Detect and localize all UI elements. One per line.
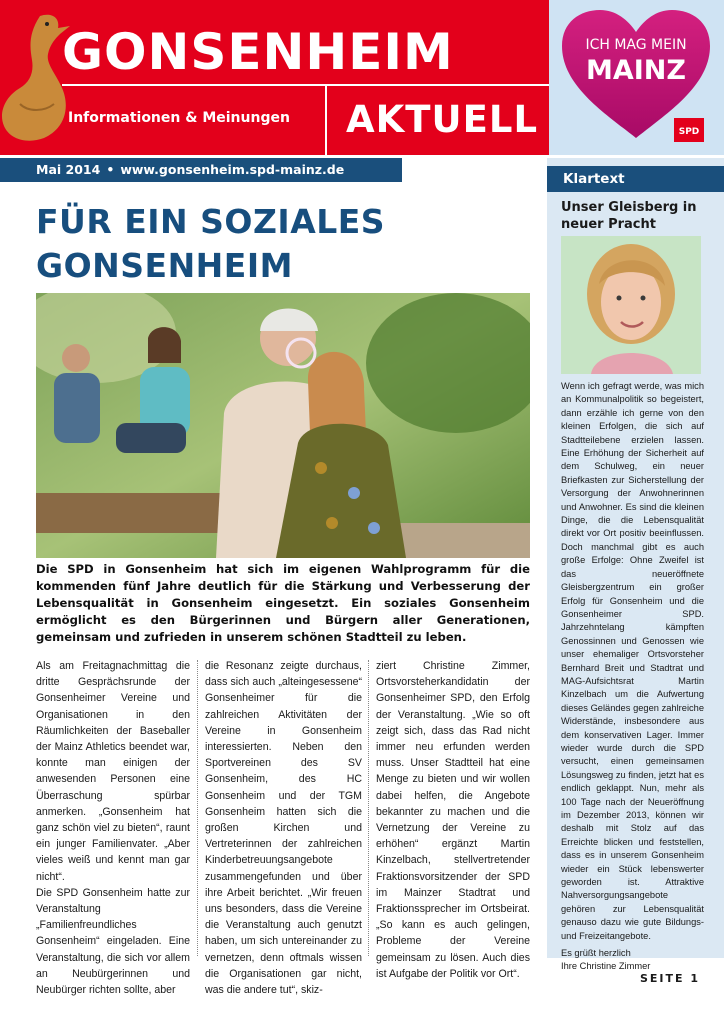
- page-number: SEITE 1: [640, 972, 701, 985]
- author-portrait: [561, 236, 701, 374]
- headline-line2: GONSENHEIM: [36, 246, 293, 285]
- headline-line1: FÜR EIN SOZIALES: [36, 202, 386, 241]
- article-column-2: [205, 658, 362, 998]
- dateline-separator: •: [106, 162, 115, 177]
- greeting-line: Es grüßt herzlich: [561, 948, 631, 959]
- campaign-slogan-line1: ICH MAG MEIN: [585, 37, 687, 53]
- paragraph: Die SPD Gonsenheim hatte zur Veranstaltung „Familienfreundliches Gonsenheim“ eingeladen. Eine Veranstaltung, die sich vor allem an Neubürgerinnen und Neubürger richten sollte, aber: [36, 886, 190, 997]
- signature-line: Ihre Christine Zimmer: [561, 961, 651, 972]
- paragraph: die Resonanz zeigte durchaus, dass sich auch „alteingesessene“ Gonsenheimer für die zahlreichen Aktivitäten der Vereine in Gonsenheim interessierten. Neben den Sportvereinen des SV Gonsenheim, des HC Gonsenheim und der TGM Gonsenheim hatten sich die großen Kirchen und Vertreterinnen der zahlreichen Kinderbetreuungsangebote zusammengefunden und über ihre Arbeit berichtet. „Wir freuen uns besonders, dass die Vereine die Veranstaltung auch genutzt haben, um sich untereinander zu vernetzen, denn oftmals wissen die Organisationen gar nicht, was die andere tut“, skiz-: [205, 660, 362, 997]
- family-photo: [36, 293, 530, 558]
- masthead-title: GONSENHEIM: [62, 23, 454, 81]
- sidebar-greeting: [561, 947, 704, 974]
- paragraph: ziert Christine Zimmer, Ortsvorsteherkandidatin der Gonsenheimer SPD, den Erfolg der Veranstaltung. „Wie so oft zeigt sich, dass das Rad nicht immer neu erfunden werden muss. Unser Stadtteil hat eine Menge zu bieten und wir wollen dabei helfen, die Angebote bekannter zu machen und die Vernetzung der Vereine zu erhöhen“ ergänzt Martin Kinzelbach, stellvertretender Fraktionsvorsitzender der SPD im Mainzer Stadtrat und Fraktionssprecher im Ortsbeirat. „So kann es auch gelingen, Probleme der Vereine gemeinsam zu lösen. Auch dies ist Aufgabe der Politik vor Ort“.: [376, 660, 530, 980]
- sidebar-header: Klartext: [547, 166, 724, 192]
- spd-logo: SPD: [674, 118, 704, 142]
- column-divider: [197, 660, 198, 956]
- dateline-bar: [0, 158, 402, 182]
- masthead-aktuell: AKTUELL: [346, 98, 539, 141]
- masthead-divider-vertical: [325, 84, 327, 155]
- article-column-3: [376, 658, 530, 982]
- article-column-1: [36, 658, 190, 998]
- paragraph: Wenn ich gefragt werde, was mich an Kommunalpolitik so begeistert, dann erzähle ich gerne von den kleinen Erfolgen, die sich auf Stadtteilebene erzielen lassen. Eine Erhöhung der Sicherheit auf dem Schulweg, ein neuer Briefkasten zur Sicherstellung der Versorgung der Anwohnerinnen und Anwohner. Es sind die kleinen Dinge, die die Lebensqualität direkt vor Ort positiv beeinflussen. Doch manchmal gibt es auch große Erfolge: Ohne Zweifel ist das neueröffnete Gleisbergzentrum ein großer Erfolg für Gonsenheim und die Gonsenheimer SPD. Jahrzehntelang kämpften Genossinnen und Genossen wie unser ehemaliger Ortsvorsteher Bernhard Breit und Stadtrat und MAG-Aufsichtsrat Martin Kinzelbach um die Aufwertung dieses Geländes gegen zahlreiche Widerstände, insbesondere aus dem konservativen Lager. Immer wieder wurde durch die SPD versucht, einen gemeinsamen Lösungsweg zu finden, jetzt hat es endlich geklappt. Nun, mehr als 100 Tage nach der Neueröffnung im Dezember 2013, können wir deshalb mit Stolz auf das Erreichte blicken und feststellen, dass es in unserem Gonsenheim wieder ein Stück lebenswerter geworden ist. Attraktive Nahversorgungsangebote gehören zur Lebensqualität genauso dazu wie gute Bildungs- und Freizeitangebote.: [561, 381, 704, 941]
- sidebar-title: Unser Gleisberg in neuer Pracht: [561, 200, 697, 232]
- website-link[interactable]: www.gonsenheim.spd-mainz.de: [120, 162, 345, 177]
- issue-date: Mai 2014: [36, 162, 101, 177]
- campaign-slogan-line2: MAINZ: [586, 55, 686, 86]
- sidebar-text: [561, 380, 704, 974]
- column-divider: [368, 660, 369, 956]
- masthead-divider: [62, 84, 549, 86]
- paragraph: Als am Freitagnachmittag die dritte Gesprächsrunde der Gonsenheimer Vereine und Organisationen in den Räumlichkeiten der Baseballer der Mainz Athletics beendet war, konnte man einigen der anwesenden Personen eine Überraschung spürbar anmerken. „Gonsenheim hat ganz schön viel zu bieten“, raunt ein junger Familienvater. „Aber vieles weiß und kennt man gar nicht“.: [36, 660, 190, 883]
- masthead-subtitle: Informationen & Meinungen: [68, 110, 290, 126]
- article-lead: Die SPD in Gonsenheim hat sich im eigenen Wahlprogramm für die kommenden fünf Jahre deutlich für die Stärkung und Verbesserung der Lebensqualität in Gonsenheim eingesetzt. Ein soziales Gonsenheim ermöglicht es den Bürgerinnen und Bürgern aller Generationen, gemeinsam und zufrieden in unserem schönen Stadtteil zu leben.: [36, 562, 530, 644]
- article-headline: [36, 200, 536, 288]
